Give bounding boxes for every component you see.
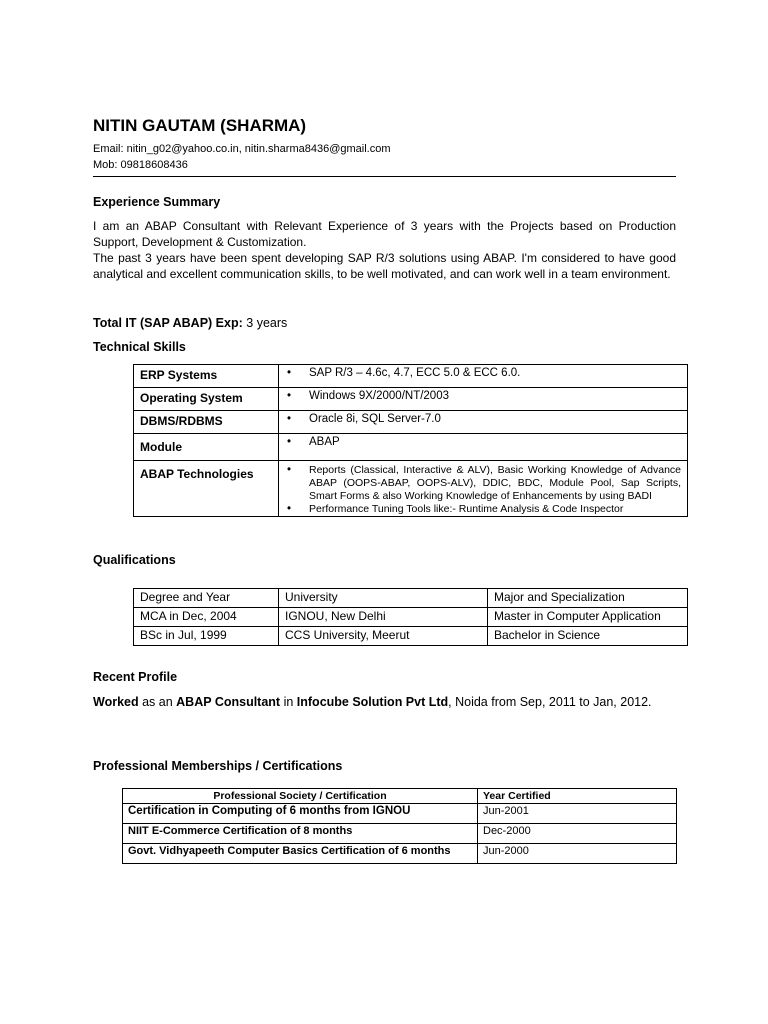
text-fragment: , Noida from Sep, 2011 to Jan, 2012. xyxy=(448,695,652,709)
table-cell: Bachelor in Science xyxy=(488,627,688,646)
experience-summary-para1: I am an ABAP Consultant with Relevant Experience of 3 years with the Projects based on Production Support, Development & Customization. xyxy=(93,219,676,249)
list-item xyxy=(287,367,681,379)
table-row xyxy=(134,589,688,608)
bullet-icon: • xyxy=(287,390,292,402)
bullet-icon: • xyxy=(287,464,292,476)
table-row xyxy=(134,608,688,627)
table-cell: Jun-2000 xyxy=(478,844,677,864)
certifications-heading: Professional Memberships / Certifications xyxy=(93,759,343,773)
header-divider xyxy=(93,176,676,177)
qualifications-table xyxy=(133,588,688,646)
bullet-icon: • xyxy=(287,367,292,379)
table-row xyxy=(134,388,688,411)
list-item xyxy=(287,390,681,402)
email-line: Email: nitin_g02@yahoo.co.in, nitin.sharma8436@gmail.com xyxy=(93,143,391,155)
text-fragment: as an xyxy=(138,695,177,709)
table-row xyxy=(123,804,677,824)
table-cell: Degree and Year xyxy=(134,589,279,608)
skill-label: ABAP Technologies xyxy=(134,461,279,517)
qualifications-heading: Qualifications xyxy=(93,553,176,567)
table-cell: Jun-2001 xyxy=(478,804,677,824)
skill-label: ERP Systems xyxy=(134,365,279,388)
table-cell: Govt. Vidhyapeeth Computer Basics Certification of 6 months xyxy=(123,844,478,864)
table-row xyxy=(134,411,688,434)
bullet-icon: • xyxy=(287,436,292,448)
table-row xyxy=(134,627,688,646)
skill-value: ABAP xyxy=(309,436,340,448)
mobile-line: Mob: 09818608436 xyxy=(93,159,188,171)
recent-profile-text xyxy=(93,694,676,711)
list-item xyxy=(287,436,681,448)
table-cell: IGNOU, New Delhi xyxy=(279,608,488,627)
skill-value: Performance Tuning Tools like:- Runtime Analysis & Code Inspector xyxy=(309,503,624,515)
company-label: Infocube Solution Pvt Ltd xyxy=(296,695,449,709)
technical-skills-heading: Technical Skills xyxy=(93,340,186,354)
list-item xyxy=(287,413,681,425)
list-item xyxy=(287,464,681,503)
table-cell: MCA in Dec, 2004 xyxy=(134,608,279,627)
total-experience xyxy=(93,316,287,330)
skill-value: Reports (Classical, Interactive & ALV), Basic Working Knowledge of Advance ABAP (OOPS-ABAP, OOPS-ALV), DDIC, BDC, Module Pool, Sap Scripts, Smart Forms & also Working Knowledge of Enhancements by using BADI xyxy=(309,464,681,502)
experience-summary-heading: Experience Summary xyxy=(93,195,221,209)
table-cell: University xyxy=(279,589,488,608)
candidate-name: NITIN GAUTAM (SHARMA) xyxy=(93,116,307,135)
table-cell: BSc in Jul, 1999 xyxy=(134,627,279,646)
column-header: Professional Society / Certification xyxy=(123,789,478,804)
technical-skills-table xyxy=(133,364,688,517)
skill-value: SAP R/3 – 4.6c, 4.7, ECC 5.0 & ECC 6.0. xyxy=(309,367,521,379)
skill-value: Windows 9X/2000/NT/2003 xyxy=(309,390,449,402)
worked-label: Worked xyxy=(93,695,139,709)
text-fragment: in xyxy=(280,695,297,709)
column-header: Year Certified xyxy=(478,789,677,804)
table-row xyxy=(134,434,688,461)
table-cell: CCS University, Meerut xyxy=(279,627,488,646)
table-cell: NIIT E-Commerce Certification of 8 months xyxy=(123,824,478,844)
table-cell: Dec-2000 xyxy=(478,824,677,844)
table-cell: Certification in Computing of 6 months from IGNOU xyxy=(123,804,478,824)
table-row xyxy=(123,824,677,844)
skill-value: Oracle 8i, SQL Server-7.0 xyxy=(309,413,441,425)
certifications-table xyxy=(122,788,677,864)
skill-label: Module xyxy=(134,434,279,461)
bullet-icon: • xyxy=(287,413,292,425)
experience-summary-para2: The past 3 years have been spent developing SAP R/3 solutions using ABAP. I'm considered to have good analytical and excellent communication skills, to be well motivated, and can work well in a team environment. xyxy=(93,251,676,281)
bullet-icon: • xyxy=(287,503,292,515)
total-experience-label: Total IT (SAP ABAP) Exp: xyxy=(93,316,243,330)
table-row xyxy=(134,365,688,388)
list-item xyxy=(287,503,681,516)
recent-profile-heading: Recent Profile xyxy=(93,670,178,684)
skill-label: Operating System xyxy=(134,388,279,411)
role-label: ABAP Consultant xyxy=(176,695,281,709)
table-cell: Major and Specialization xyxy=(488,589,688,608)
table-row xyxy=(123,789,677,804)
table-row xyxy=(123,844,677,864)
total-experience-value: 3 years xyxy=(246,316,288,330)
table-row xyxy=(134,461,688,517)
skill-label: DBMS/RDBMS xyxy=(134,411,279,434)
table-cell: Master in Computer Application xyxy=(488,608,688,627)
